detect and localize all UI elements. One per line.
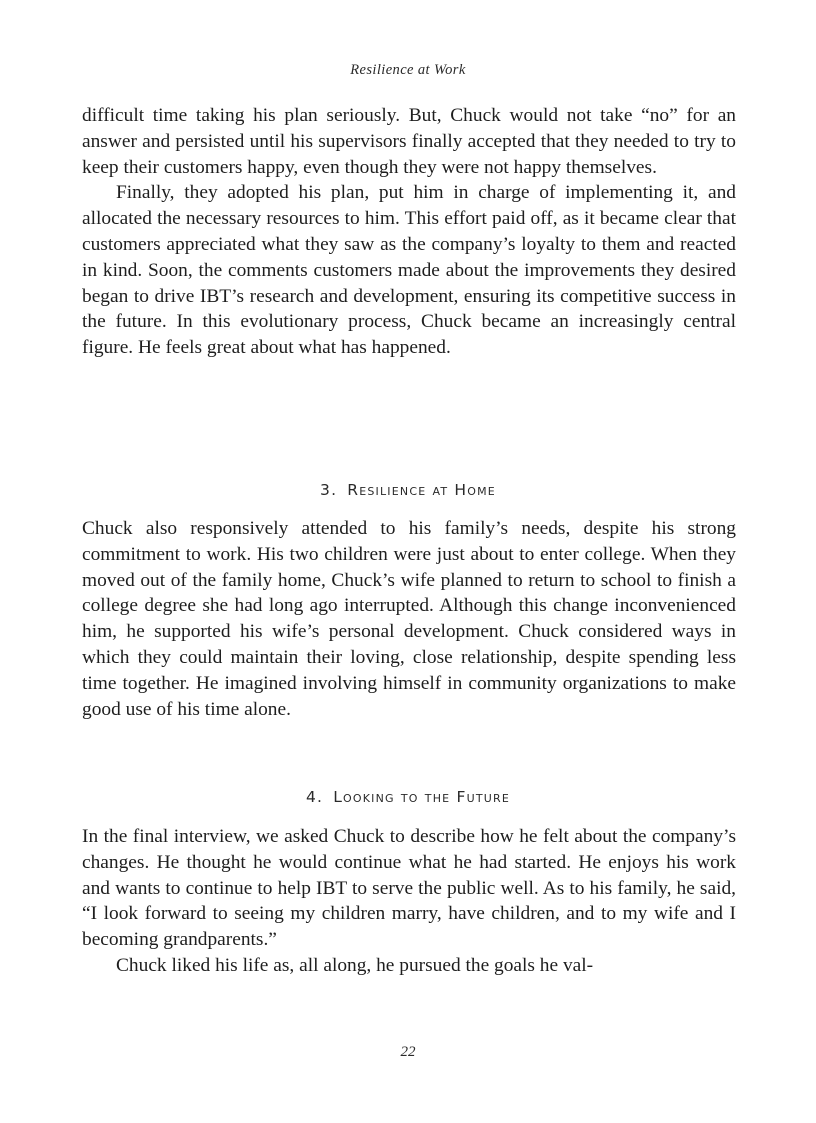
section-title: Looking to the Future [333,788,510,806]
paragraph: Finally, they adopted his plan, put him in charge of implementing it, and allocated the necessary resources to him. This effort paid off, as it became clear that customers appreciated what they saw as the company’s loyalty to them and reacted in kind. Soon, the comments customers made about the improvements they desired began to drive IBT’s research and development, ensuring its competitive success in the future. In this evolutionary process, Chuck became an increasingly central figure. He feels great about what has happened. [82,182,736,359]
paragraph: difficult time taking his plan seriously. But, Chuck would not take “no” for an answer and persisted until his supervisors finally accepted that they needed to try to keep their customers happy, even though they were not happy themselves. [82,105,736,178]
running-head: Resilience at Work [350,62,466,78]
paragraph: Chuck liked his life as, all along, he pursued the goals he val- [116,954,594,976]
section-title: Resilience at Home [347,481,496,499]
section-heading-looking-to-the-future [0,788,816,806]
section-heading-resilience-at-home [0,481,816,499]
section-3-text [82,516,736,722]
paragraph: In the final interview, we asked Chuck to describe how he felt about the company’s changes. He thought he would continue what he had started. He enjoys his work and wants to continue to help IBT to serve the public well. As to his family, he said, “I look forward to seeing my children marry, have children, and to my wife and I becoming grandparents.” [82,826,736,951]
intro-text [82,103,736,361]
page-number: 22 [400,1044,416,1060]
section-number: 4. [306,788,324,806]
section-number: 3. [320,481,338,499]
section-4-text [82,824,736,979]
paragraph: Chuck also responsively attended to his family’s needs, despite his strong commitment to work. His two children were just about to enter college. When they moved out of the family home, Chuck’s wife planned to return to school to finish a college degree she had long ago interrupted. Although this change inconvenienced him, he supported his wife’s personal development. Chuck considered ways in which they could maintain their loving, close relationship, despite spending less time together. He imagined involving himself in community organizations to make good use of his time alone. [82,518,736,720]
